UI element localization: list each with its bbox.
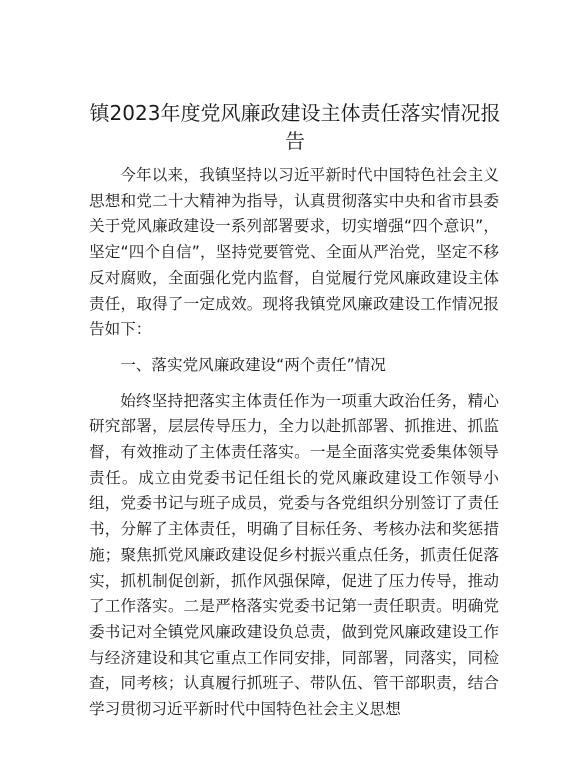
document-body <box>89 163 499 723</box>
section-heading: 一、落实党风廉政建设“两个责任”情况 <box>120 355 386 374</box>
document-title: 镇2023年度党风廉政建设主体责任落实情况报告 <box>89 101 501 153</box>
intro-paragraph: 今年以来，我镇坚持以习近平新时代中国特色社会主义思想和党二十大精神为指导，认真贯彻落实中央和省市县委关于党风廉政建设一系列部署要求，切实增强“四个意识”，坚定“四个自信”，坚持党要管党、全面从严治党，坚定不移反对腐败，全面强化党内监督，自觉履行党风廉政建设主体责任，取得了一定成效。现将我镇党风廉政建设工作情况报告如下： <box>89 166 499 339</box>
section-paragraph: 始终坚持把落实主体责任作为一项重大政治任务，精心研究部署，层层传导压力，全力以赴抓部署、抓推进、抓监督，有效推动了主体责任落实。一是全面落实党委集体领导责任。成立由党委书记任组长的党风廉政建设工作领导小组，党委书记与班子成员，党委与各党组织分别签订了责任书，分解了主体责任，明确了目标任务、考核办法和奖惩措施；聚焦抓党风廉政建设促乡村振兴重点任务，抓责任促落实，抓机制促创新，抓作风强保障，促进了压力传导，推动了工作落实。二是严格落实党委书记第一责任职责。明确党委书记对全镇党风廉政建设负总责，做到党风廉政建设工作与经济建设和其它重点工作同安排，同部署，同落实，同检查，同考核；认真履行抓班子、带队伍、管干部职责，结合学习贯彻习近平新时代中国特色社会主义思想 <box>89 391 499 719</box>
